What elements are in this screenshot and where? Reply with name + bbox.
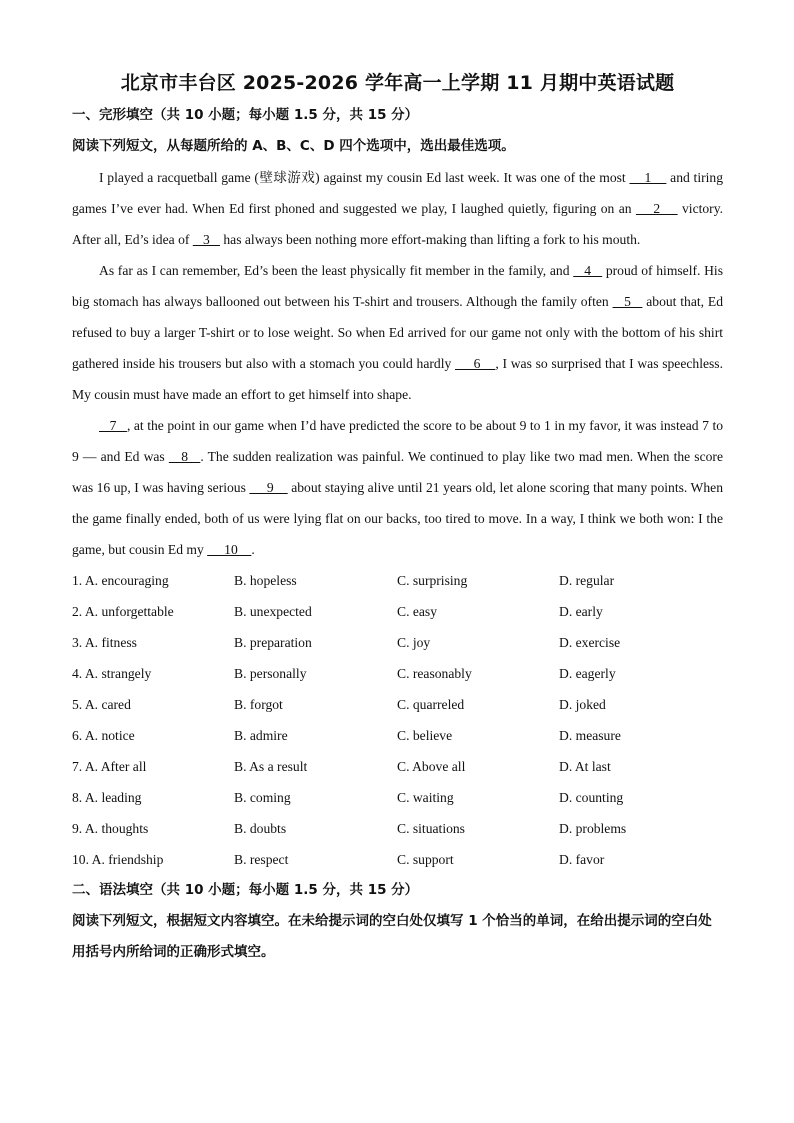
option-c: C. waiting — [397, 790, 454, 805]
option-c: C. quarreled — [397, 697, 465, 712]
option-a: 10. A. friendship — [72, 852, 164, 867]
exam-title: 北京市丰台区 2025-2026 学年高一上学期 11 月期中英语试题 — [120, 72, 675, 94]
passage-text: . — [251, 542, 255, 557]
question-row — [72, 565, 732, 596]
cloze-blank: 10 — [207, 542, 252, 557]
passage-text: . The sudden realization was painful. We continued to play like two mad men. When the score was 16 up, I was having serious — [72, 449, 723, 495]
section-instruction: 阅读下列短文，根据短文内容填空。在未给提示词的空白处仅填写 1 个恰当的单词，在给出提示词的空白处用括号内所给词的正确形式填空。 — [72, 913, 712, 960]
section-grammar — [72, 875, 723, 968]
passage-paragraph — [72, 410, 723, 565]
option-a: 3. A. fitness — [72, 635, 137, 650]
question-row — [72, 813, 732, 844]
option-c: C. reasonably — [397, 666, 472, 681]
cloze-blank: 1 — [629, 170, 667, 185]
question-row — [72, 751, 732, 782]
option-c: C. situations — [397, 821, 465, 836]
exam-page — [72, 66, 723, 968]
question-row — [72, 782, 732, 813]
option-c: C. joy — [397, 635, 431, 650]
passage-paragraph — [72, 162, 723, 255]
question-row — [72, 720, 732, 751]
option-d: D. exercise — [559, 635, 621, 650]
option-c: C. believe — [397, 728, 453, 743]
option-d: D. eagerly — [559, 666, 616, 681]
cloze-blank: 7 — [99, 418, 127, 433]
option-a: 2. A. unforgettable — [72, 604, 174, 619]
option-b: B. preparation — [234, 635, 312, 650]
section-instruction: 阅读下列短文，从每题所给的 A、B、C、D 四个选项中，选出最佳选项。 — [72, 138, 515, 154]
option-a: 9. A. thoughts — [72, 821, 149, 836]
option-b: B. coming — [234, 790, 291, 805]
option-d: D. regular — [559, 573, 615, 588]
option-a: 6. A. notice — [72, 728, 135, 743]
question-row — [72, 627, 732, 658]
options-table — [72, 565, 732, 875]
option-b: B. forgot — [234, 697, 283, 712]
option-a: 8. A. leading — [72, 790, 142, 805]
passage-text: As far as I can remember, Ed’s been the least physically fit member in the family, and — [99, 263, 574, 278]
cloze-blank: 8 — [168, 449, 201, 464]
cloze-blank: 2 — [635, 201, 678, 216]
question-row — [72, 844, 732, 875]
passage-text: proud of himself. His big stomach has always ballooned out between his T-shirt and trousers. Although the family often — [72, 263, 723, 309]
passage-text: about that, Ed refused to buy a larger T-shirt or to lose weight. So when Ed arrived for our game not only with the bottom of his shirt gathered inside his trousers but also with a stomach you could hardly — [72, 294, 724, 371]
option-b: B. personally — [234, 666, 307, 681]
cloze-passage — [72, 162, 723, 565]
option-c: C. support — [397, 852, 454, 867]
question-row — [72, 596, 732, 627]
cloze-blank: 3 — [192, 232, 220, 247]
option-d: D. measure — [559, 728, 621, 743]
passage-text: victory. After all, Ed’s idea of — [72, 201, 724, 247]
question-row — [72, 658, 732, 689]
option-b: B. As a result — [234, 759, 308, 774]
passage-text: has always been nothing more effort-making than lifting a fork to his mouth. — [219, 232, 641, 247]
passage-text: , I was so surprised that I was speechless. My cousin must have made an effort to get himself into shape. — [72, 356, 723, 402]
option-a: 1. A. encouraging — [72, 573, 169, 588]
passage-text: I played a racquetball game (壁球游戏) against my cousin Ed last week. It was one of the most — [99, 170, 630, 185]
section-cloze — [72, 100, 723, 875]
section-heading: 二、语法填空（共 10 小题；每小题 1.5 分，共 15 分） — [72, 882, 419, 898]
cloze-blank: 5 — [612, 294, 643, 309]
passage-text: , at the point in our game when I’d have predicted the score to be about 9 to 1 in my favor, it was instead 7 to 9 — and Ed was — [72, 418, 724, 464]
option-b: B. unexpected — [234, 604, 312, 619]
option-d: D. early — [559, 604, 603, 619]
cloze-blank: 4 — [573, 263, 603, 278]
passage-text: about staying alive until 21 years old, let alone scoring that many points. When the game finally ended, both of us were lying flat on our backs, too tired to move. In a way, I think we both won: I the game, but cousin Ed my — [72, 480, 724, 557]
option-b: B. hopeless — [234, 573, 297, 588]
option-d: D. favor — [559, 852, 605, 867]
cloze-blank: 6 — [455, 356, 496, 371]
option-c: C. surprising — [397, 573, 468, 588]
passage-text: and tiring games I’ve ever had. When Ed first phoned and suggested we play, I laughed quietly, figuring on an — [72, 170, 723, 216]
cloze-blank: 9 — [249, 480, 288, 495]
option-a: 7. A. After all — [72, 759, 147, 774]
question-row — [72, 689, 732, 720]
section-heading: 一、完形填空（共 10 小题；每小题 1.5 分，共 15 分） — [72, 107, 419, 123]
option-c: C. Above all — [397, 759, 466, 774]
option-a: 5. A. cared — [72, 697, 131, 712]
option-d: D. joked — [559, 697, 606, 712]
option-d: D. At last — [559, 759, 611, 774]
option-d: D. problems — [559, 821, 627, 836]
option-b: B. doubts — [234, 821, 287, 836]
option-b: B. admire — [234, 728, 288, 743]
option-d: D. counting — [559, 790, 624, 805]
option-b: B. respect — [234, 852, 289, 867]
option-a: 4. A. strangely — [72, 666, 152, 681]
passage-paragraph — [72, 255, 723, 410]
option-c: C. easy — [397, 604, 438, 619]
